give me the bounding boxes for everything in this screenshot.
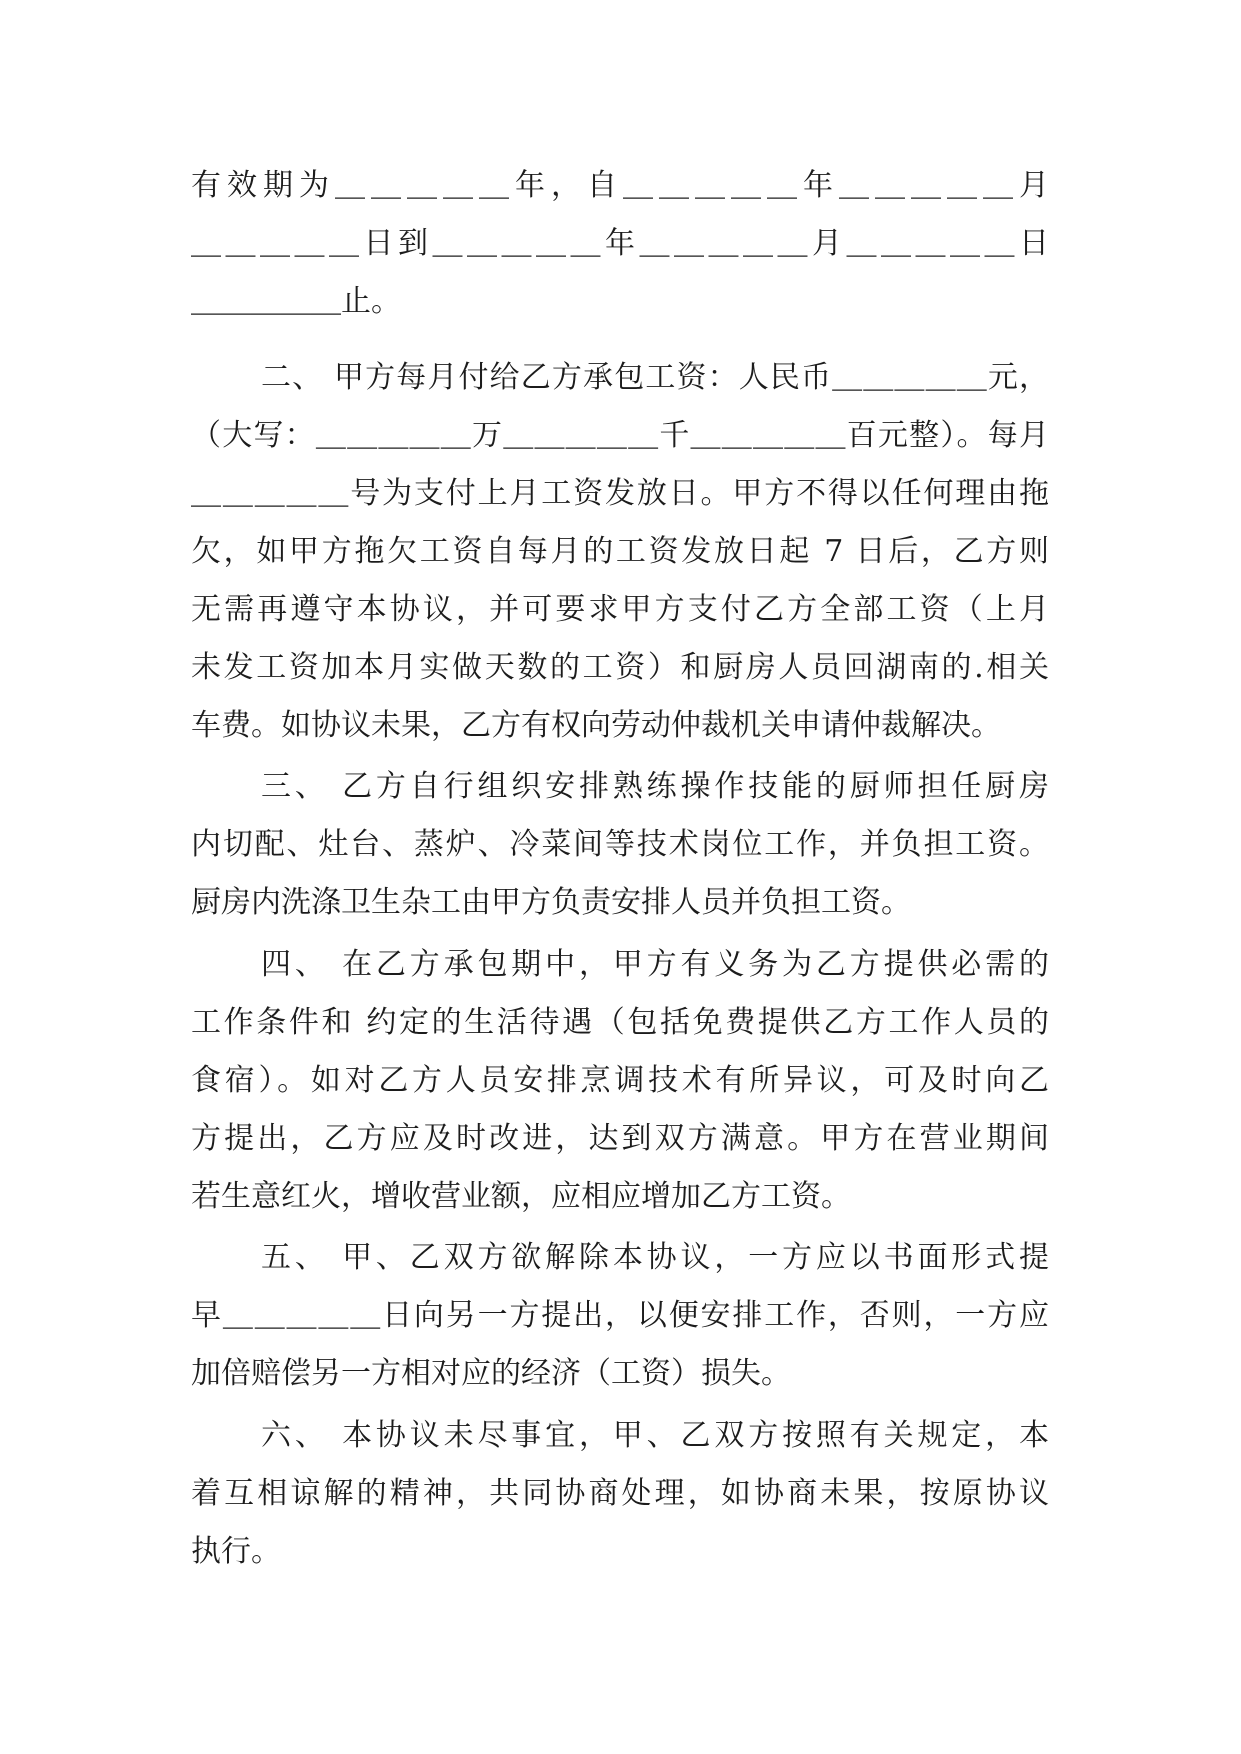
clause-2-line-6: 未发工资加本月实做天数的工资）和厨房人员回湖南的.相关	[191, 650, 1049, 685]
clause-4-line-1: 四、 在乙方承包期中，甲方有义务为乙方提供必需的	[261, 947, 1049, 982]
clause-4-line-3: 食宿）。如对乙方人员安排烹调技术有所异议，可及时向乙	[191, 1063, 1049, 1098]
clause-6-line-3: 执行。	[191, 1534, 281, 1569]
clause-5-line-2: 早＿＿＿＿＿日向另一方提出，以便安排工作，否则，一方应	[191, 1298, 1049, 1333]
line-validity-3: ＿＿＿＿＿止。	[191, 284, 401, 319]
clause-3-line-2: 内切配、灶台、蒸炉、冷菜间等技术岗位工作，并负担工资。	[191, 827, 1049, 862]
clause-4-line-4: 方提出，乙方应及时改进，达到双方满意。甲方在营业期间	[191, 1121, 1049, 1156]
line-validity-2: ＿＿＿＿＿日到＿＿＿＿＿年＿＿＿＿＿月＿＿＿＿＿日	[191, 226, 1049, 261]
clause-2-line-7: 车费。如协议未果，乙方有权向劳动仲裁机关申请仲裁解决。	[191, 708, 1001, 743]
clause-6-line-2: 着互相谅解的精神，共同协商处理，如协商未果，按原协议	[191, 1476, 1049, 1511]
clause-5-line-3: 加倍赔偿另一方相对应的经济（工资）损失。	[191, 1356, 791, 1391]
clause-2-line-3: ＿＿＿＿＿号为支付上月工资发放日。甲方不得以任何理由拖	[191, 476, 1049, 511]
clause-3-line-3: 厨房内洗涤卫生杂工由甲方负责安排人员并负担工资。	[191, 885, 911, 920]
clause-3-line-1: 三、 乙方自行组织安排熟练操作技能的厨师担任厨房	[261, 769, 1049, 804]
clause-2-line-4: 欠，如甲方拖欠工资自每月的工资发放日起 7 日后，乙方则	[191, 534, 1049, 569]
clause-4-line-2: 工作条件和 约定的生活待遇（包括免费提供乙方工作人员的	[191, 1005, 1049, 1040]
clause-2-line-1: 二、 甲方每月付给乙方承包工资：人民币＿＿＿＿＿元，	[261, 360, 1049, 395]
clause-2-line-5: 无需再遵守本协议，并可要求甲方支付乙方全部工资（上月	[191, 592, 1049, 627]
clause-2-line-2: （大写：＿＿＿＿＿万＿＿＿＿＿千＿＿＿＿＿百元整）。每月	[191, 418, 1049, 453]
clause-5-line-1: 五、 甲、乙双方欲解除本协议，一方应以书面形式提	[261, 1240, 1049, 1275]
clause-6-line-1: 六、 本协议未尽事宜，甲、乙双方按照有关规定，本	[261, 1418, 1049, 1453]
line-validity-1: 有效期为＿＿＿＿＿年，自＿＿＿＿＿年＿＿＿＿＿月	[191, 168, 1049, 203]
clause-4-line-5: 若生意红火，增收营业额，应相应增加乙方工资。	[191, 1179, 851, 1214]
